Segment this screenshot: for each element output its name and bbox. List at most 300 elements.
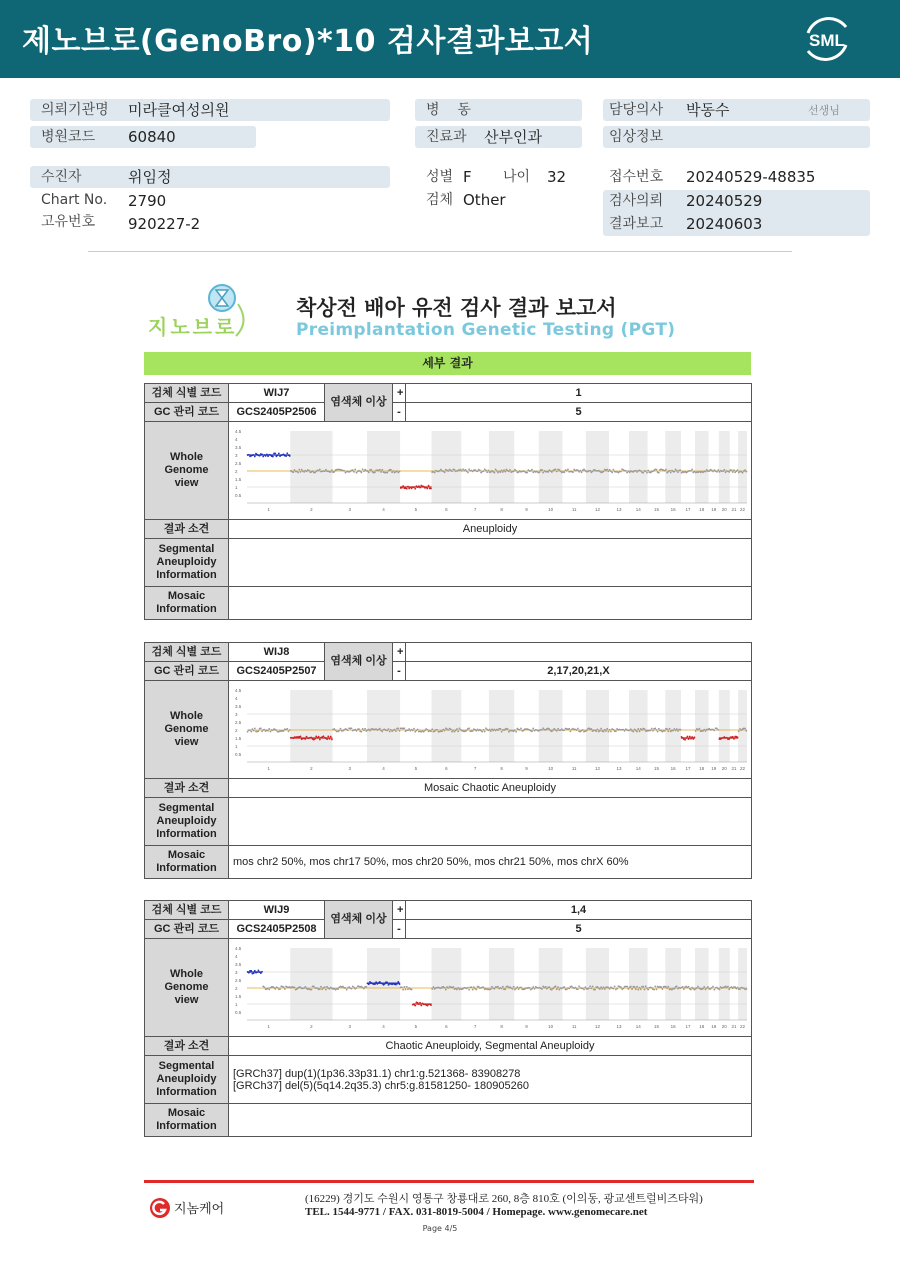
cnv-point: [640, 988, 642, 990]
cnv-point: [656, 988, 658, 990]
y-tick-label: 2: [235, 985, 238, 991]
cnv-point: [440, 468, 442, 470]
cnv-point: [657, 730, 659, 732]
cnv-point: [551, 988, 553, 990]
cnv-point: [557, 986, 559, 988]
cnv-point: [568, 727, 570, 729]
cnv-point: [325, 988, 327, 990]
y-tick-label: 3: [235, 969, 238, 975]
section-detail-results: 세부 결과: [144, 352, 751, 375]
cnv-point: [745, 988, 747, 990]
cnv-point: [380, 471, 382, 473]
x-tick-label: 18: [699, 1023, 705, 1029]
cnv-point: [267, 729, 269, 731]
cnv-point: [315, 735, 317, 737]
cnv-point: [717, 728, 719, 730]
cnv-point: [514, 729, 516, 731]
requester-label: 의뢰기관명: [41, 102, 109, 118]
cnv-point: [493, 471, 495, 473]
cnv-point: [584, 986, 586, 988]
sample-code-label: 검체 식별 코드: [145, 901, 229, 920]
cnv-point: [548, 986, 550, 988]
cnv-point: [473, 986, 475, 988]
cnv-point: [728, 988, 730, 990]
cnv-point: [640, 470, 642, 472]
dept-label: 진료과: [426, 129, 467, 145]
cnv-point: [665, 468, 667, 470]
sample-code-value: WIJ7: [229, 384, 325, 403]
cnv-point: [745, 729, 747, 731]
cnv-point: [676, 985, 678, 987]
cnv-point: [615, 730, 617, 732]
cnv-point: [509, 468, 511, 470]
x-tick-label: 9: [525, 765, 528, 771]
cnv-point: [260, 727, 262, 729]
chromosome-band: [489, 948, 514, 1020]
cnv-point: [369, 729, 371, 731]
chromosome-band: [367, 431, 400, 503]
cnv-point: [308, 469, 310, 471]
cnv-point: [592, 470, 594, 472]
cnv-point: [497, 729, 499, 731]
cnv-point: [499, 727, 501, 729]
cnv-point: [264, 728, 266, 730]
clinical-label: 임상정보: [609, 129, 664, 145]
cnv-point: [508, 470, 510, 472]
doctor-value: 박동수: [686, 101, 730, 119]
cnv-point: [252, 728, 254, 730]
cnv-point: [661, 988, 663, 990]
chromosome-band: [629, 431, 648, 503]
x-tick-label: 20: [721, 765, 727, 771]
cnv-point: [531, 987, 533, 989]
cnv-point: [414, 487, 416, 489]
cnv-point: [512, 987, 514, 989]
cnv-point: [297, 471, 299, 473]
cnv-point: [467, 471, 469, 473]
cnv-point: [606, 468, 608, 470]
cnv-point: [658, 471, 660, 473]
cnv-point: [611, 471, 613, 473]
chromosome-band: [738, 431, 747, 503]
cnv-point: [566, 469, 568, 471]
cnv-point: [420, 1004, 422, 1006]
cnv-point: [541, 728, 543, 730]
report-header: [0, 0, 900, 78]
x-tick-label: 16: [670, 765, 676, 771]
cnv-point: [487, 469, 489, 471]
cnv-point: [592, 985, 594, 987]
cnv-point: [288, 730, 290, 732]
cnv-point: [249, 729, 251, 731]
segmental-line: [GRCh37] dup(1)(1p36.33p31.1) chr1:g.521368- 83908278: [233, 1067, 521, 1080]
cnv-point: [456, 988, 458, 990]
cnv-point: [408, 728, 410, 730]
mosaic-label: Mosaic Information: [145, 846, 229, 879]
cnv-point: [472, 988, 474, 990]
cnv-plot: [233, 423, 753, 519]
x-tick-label: 2: [310, 765, 313, 771]
cnv-point: [620, 470, 622, 472]
mosaic-value: [229, 587, 752, 620]
cnv-point: [687, 735, 689, 737]
cnv-point: [568, 987, 570, 989]
cnv-point: [631, 988, 633, 990]
request-label: 검사의뢰: [609, 193, 664, 209]
cnv-point: [651, 727, 653, 729]
cnv-point: [658, 727, 660, 729]
cnv-point: [360, 730, 362, 732]
loss-sign: -: [393, 662, 406, 681]
cnv-point: [599, 729, 601, 731]
doctor-suffix: 선생님: [808, 104, 840, 117]
cnv-point: [600, 727, 602, 729]
cnv-point: [381, 730, 383, 732]
cnv-point: [466, 729, 468, 731]
cnv-point: [457, 987, 459, 989]
segmental-label: Segmental Aneuploidy Information: [145, 539, 229, 587]
cnv-point: [262, 455, 264, 457]
x-tick-label: 5: [414, 1023, 418, 1029]
divider: [88, 251, 792, 252]
cnv-point: [639, 730, 641, 732]
cnv-point: [667, 985, 669, 987]
cnv-point: [444, 471, 446, 473]
cnv-point: [660, 986, 662, 988]
cnv-point: [358, 728, 360, 730]
x-tick-label: 11: [571, 506, 577, 512]
cnv-point: [673, 728, 675, 730]
mosaic-value: [229, 1104, 752, 1137]
chromosome-band: [695, 690, 709, 762]
cnv-point: [606, 727, 608, 729]
cnv-point: [258, 730, 260, 732]
cnv-point: [254, 455, 256, 457]
cnv-point: [434, 471, 436, 473]
cnv-point: [600, 986, 602, 988]
chromosome-abnormality-label: 염색체 이상: [325, 384, 393, 422]
cnv-point: [277, 986, 279, 988]
cnv-point: [664, 729, 666, 731]
cnv-point: [261, 730, 263, 732]
gain-sign: +: [393, 901, 406, 920]
x-tick-label: 9: [525, 1023, 528, 1029]
cnv-point: [490, 730, 492, 732]
cnv-point: [465, 468, 467, 470]
x-tick-label: 6: [445, 506, 448, 512]
cnv-point: [707, 986, 709, 988]
cnv-point: [630, 728, 632, 730]
result-value: Chaotic Aneuploidy, Segmental Aneuploidy: [229, 1037, 752, 1056]
cnv-point: [622, 987, 624, 989]
cnv-point: [401, 986, 403, 988]
cnv-point: [515, 730, 517, 732]
cnv-point: [502, 471, 504, 473]
cnv-point: [646, 471, 648, 473]
x-tick-label: 14: [635, 506, 641, 512]
cnv-point: [504, 470, 506, 472]
cnv-point: [531, 468, 533, 470]
report-title: 제노브로(GenoBro)*10 검사결과보고서: [22, 24, 594, 59]
cnv-point: [451, 470, 453, 472]
cnv-point: [452, 986, 454, 988]
cnv-point: [682, 985, 684, 987]
cnv-point: [665, 985, 667, 987]
x-tick-label: 12: [594, 1023, 600, 1029]
cnv-point: [558, 988, 560, 990]
cnv-point: [306, 735, 308, 737]
cnv-point: [708, 470, 710, 472]
y-tick-label: 3.5: [235, 961, 242, 967]
cnv-point: [399, 470, 401, 472]
cnv-point: [637, 988, 639, 990]
y-tick-label: 4.5: [235, 428, 242, 434]
cnv-point: [502, 985, 504, 987]
x-tick-label: 14: [635, 1023, 641, 1029]
cnv-point: [583, 988, 585, 990]
cnv-point: [625, 469, 627, 471]
cnv-point: [286, 452, 288, 454]
cnv-point: [370, 468, 372, 470]
cnv-point: [433, 986, 435, 988]
x-tick-label: 17: [685, 765, 691, 771]
cnv-point: [609, 728, 611, 730]
cnv-point: [356, 987, 358, 989]
cnv-point: [523, 729, 525, 731]
cnv-point: [589, 469, 591, 471]
cnv-point: [444, 986, 446, 988]
chromosome-abnormality-label: 염색체 이상: [325, 901, 393, 939]
sample-code-label: 검체 식별 코드: [145, 384, 229, 403]
cnv-point: [676, 469, 678, 471]
cnv-point: [345, 987, 347, 989]
cnv-plot: [233, 682, 753, 778]
cnv-point: [642, 985, 644, 987]
gc-code-label: GC 관리 코드: [145, 920, 229, 939]
cnv-point: [576, 729, 578, 731]
cnv-point: [679, 728, 681, 730]
cnv-point: [614, 985, 616, 987]
x-tick-label: 20: [721, 506, 727, 512]
whole-genome-label: Whole Genome view: [145, 939, 229, 1037]
x-tick-label: 5: [414, 765, 418, 771]
y-tick-label: 2.5: [235, 977, 242, 983]
cnv-point: [626, 471, 628, 473]
cnv-point: [402, 988, 404, 990]
cnv-point: [551, 730, 553, 732]
cnv-point: [612, 987, 614, 989]
cnv-point: [323, 735, 325, 737]
cnv-point: [531, 730, 533, 732]
cnv-point: [351, 727, 353, 729]
whole-genome-chart: [229, 681, 752, 779]
cnv-point: [563, 986, 565, 988]
cnv-point: [636, 985, 638, 987]
cnv-point: [557, 727, 559, 729]
requester-value: 미라클여성의원: [128, 101, 230, 119]
chromosome-band: [695, 431, 709, 503]
cnv-point: [677, 730, 679, 732]
cnv-point: [604, 988, 606, 990]
cnv-point: [719, 988, 721, 990]
cnv-point: [652, 729, 654, 731]
y-tick-label: 4: [235, 436, 238, 442]
cnv-point: [647, 469, 649, 471]
y-tick-label: 1.5: [235, 993, 242, 999]
x-tick-label: 18: [699, 506, 705, 512]
mosaic-label: Mosaic Information: [145, 1104, 229, 1137]
cnv-point: [331, 738, 333, 740]
cnv-point: [742, 471, 744, 473]
cnv-point: [327, 735, 329, 737]
chromosome-band: [665, 690, 681, 762]
cnv-point: [697, 985, 699, 987]
cnv-point: [727, 985, 729, 987]
cnv-point: [541, 988, 543, 990]
cnv-point: [601, 987, 603, 989]
x-tick-label: 18: [699, 765, 705, 771]
cnv-point: [406, 487, 408, 489]
loss-sign: -: [393, 403, 406, 422]
x-tick-label: 9: [525, 506, 528, 512]
doctor-label: 담당의사: [609, 102, 664, 118]
x-tick-label: 19: [711, 765, 717, 771]
cnv-point: [653, 988, 655, 990]
cnv-point: [478, 985, 480, 987]
cnv-point: [455, 729, 457, 731]
cnv-point: [504, 988, 506, 990]
y-tick-label: 3: [235, 711, 238, 717]
ward-label: 병 동: [426, 102, 471, 118]
cnv-point: [493, 987, 495, 989]
cnv-point: [472, 730, 474, 732]
x-tick-label: 2: [310, 1023, 313, 1029]
cnv-point: [656, 729, 658, 731]
name-value: 위임정: [128, 168, 172, 186]
x-tick-label: 1: [267, 506, 270, 512]
cnv-point: [253, 729, 255, 731]
cnv-point: [651, 986, 653, 988]
cnv-point: [632, 730, 634, 732]
chromosome-band: [629, 948, 648, 1020]
cnv-point: [390, 728, 392, 730]
gc-code-label: GC 관리 코드: [145, 662, 229, 681]
cnv-point: [276, 729, 278, 731]
y-tick-label: 4: [235, 695, 238, 701]
y-tick-label: 0.5: [235, 751, 242, 757]
cnv-point: [705, 470, 707, 472]
gc-code-value: GCS2405P2508: [229, 920, 325, 939]
x-tick-label: 6: [445, 1023, 448, 1029]
cnv-point: [286, 727, 288, 729]
x-tick-label: 3: [348, 506, 351, 512]
y-tick-label: 3.5: [235, 444, 242, 450]
cnv-point: [444, 729, 446, 731]
cnv-point: [319, 738, 321, 740]
sex-value: F: [463, 168, 472, 186]
gc-code-label: GC 관리 코드: [145, 403, 229, 422]
cnv-point: [603, 730, 605, 732]
cnv-point: [405, 988, 407, 990]
cnv-point: [725, 471, 727, 473]
cnv-point: [667, 730, 669, 732]
x-tick-label: 15: [653, 506, 659, 512]
x-tick-label: 8: [500, 1023, 503, 1029]
cnv-point: [670, 471, 672, 473]
cnv-point: [454, 468, 456, 470]
cnv-point: [577, 727, 579, 729]
cnv-point: [529, 986, 531, 988]
cnv-point: [374, 471, 376, 473]
cnv-point: [636, 730, 638, 732]
cnv-point: [737, 986, 739, 988]
cnv-point: [397, 981, 399, 983]
cnv-point: [556, 470, 558, 472]
cnv-point: [363, 470, 365, 472]
cnv-point: [431, 988, 433, 990]
cnv-point: [738, 730, 740, 732]
cnv-point: [689, 735, 691, 737]
cnv-point: [637, 728, 639, 730]
cnv-point: [411, 988, 413, 990]
cnv-point: [441, 730, 443, 732]
cnv-point: [677, 471, 679, 473]
cnv-point: [495, 468, 497, 470]
cnv-point: [599, 988, 601, 990]
cnv-point: [501, 987, 503, 989]
sample-code-value: WIJ8: [229, 643, 325, 662]
cnv-point: [666, 987, 668, 989]
cnv-point: [270, 730, 272, 732]
mosaic-value: mos chr2 50%, mos chr17 50%, mos chr20 50%, mos chr21 50%, mos chrX 60%: [229, 846, 752, 879]
cnv-point: [516, 986, 518, 988]
chromosome-band: [586, 948, 609, 1020]
cnv-point: [734, 986, 736, 988]
x-tick-label: 15: [653, 1023, 659, 1029]
result-label: 결과 소견: [145, 520, 229, 539]
y-tick-label: 1: [235, 484, 238, 490]
sample-table: [144, 383, 752, 620]
cnv-point: [556, 988, 558, 990]
cnv-point: [713, 729, 715, 731]
segmental-label: Segmental Aneuploidy Information: [145, 1056, 229, 1104]
cnv-point: [331, 469, 333, 471]
cnv-point: [247, 730, 249, 732]
cnv-point: [456, 728, 458, 730]
cnv-point: [491, 985, 493, 987]
cnv-point: [688, 985, 690, 987]
y-tick-label: 3: [235, 452, 238, 458]
sample-table: [144, 900, 752, 1137]
cnv-point: [381, 468, 383, 470]
cnv-point: [264, 986, 266, 988]
cnv-point: [347, 729, 349, 731]
cnv-point: [412, 729, 414, 731]
cnv-point: [431, 728, 433, 730]
id-label: 고유번호: [41, 214, 96, 230]
cnv-point: [447, 987, 449, 989]
cnv-point: [484, 730, 486, 732]
loss-chromosomes: 5: [406, 403, 752, 422]
x-tick-label: 15: [653, 765, 659, 771]
cnv-point: [556, 729, 558, 731]
cnv-point: [481, 730, 483, 732]
x-tick-label: 19: [711, 506, 717, 512]
cnv-point: [346, 988, 348, 990]
name-label: 수진자: [41, 169, 82, 185]
y-tick-label: 4.5: [235, 687, 242, 693]
cnv-point: [639, 986, 641, 988]
